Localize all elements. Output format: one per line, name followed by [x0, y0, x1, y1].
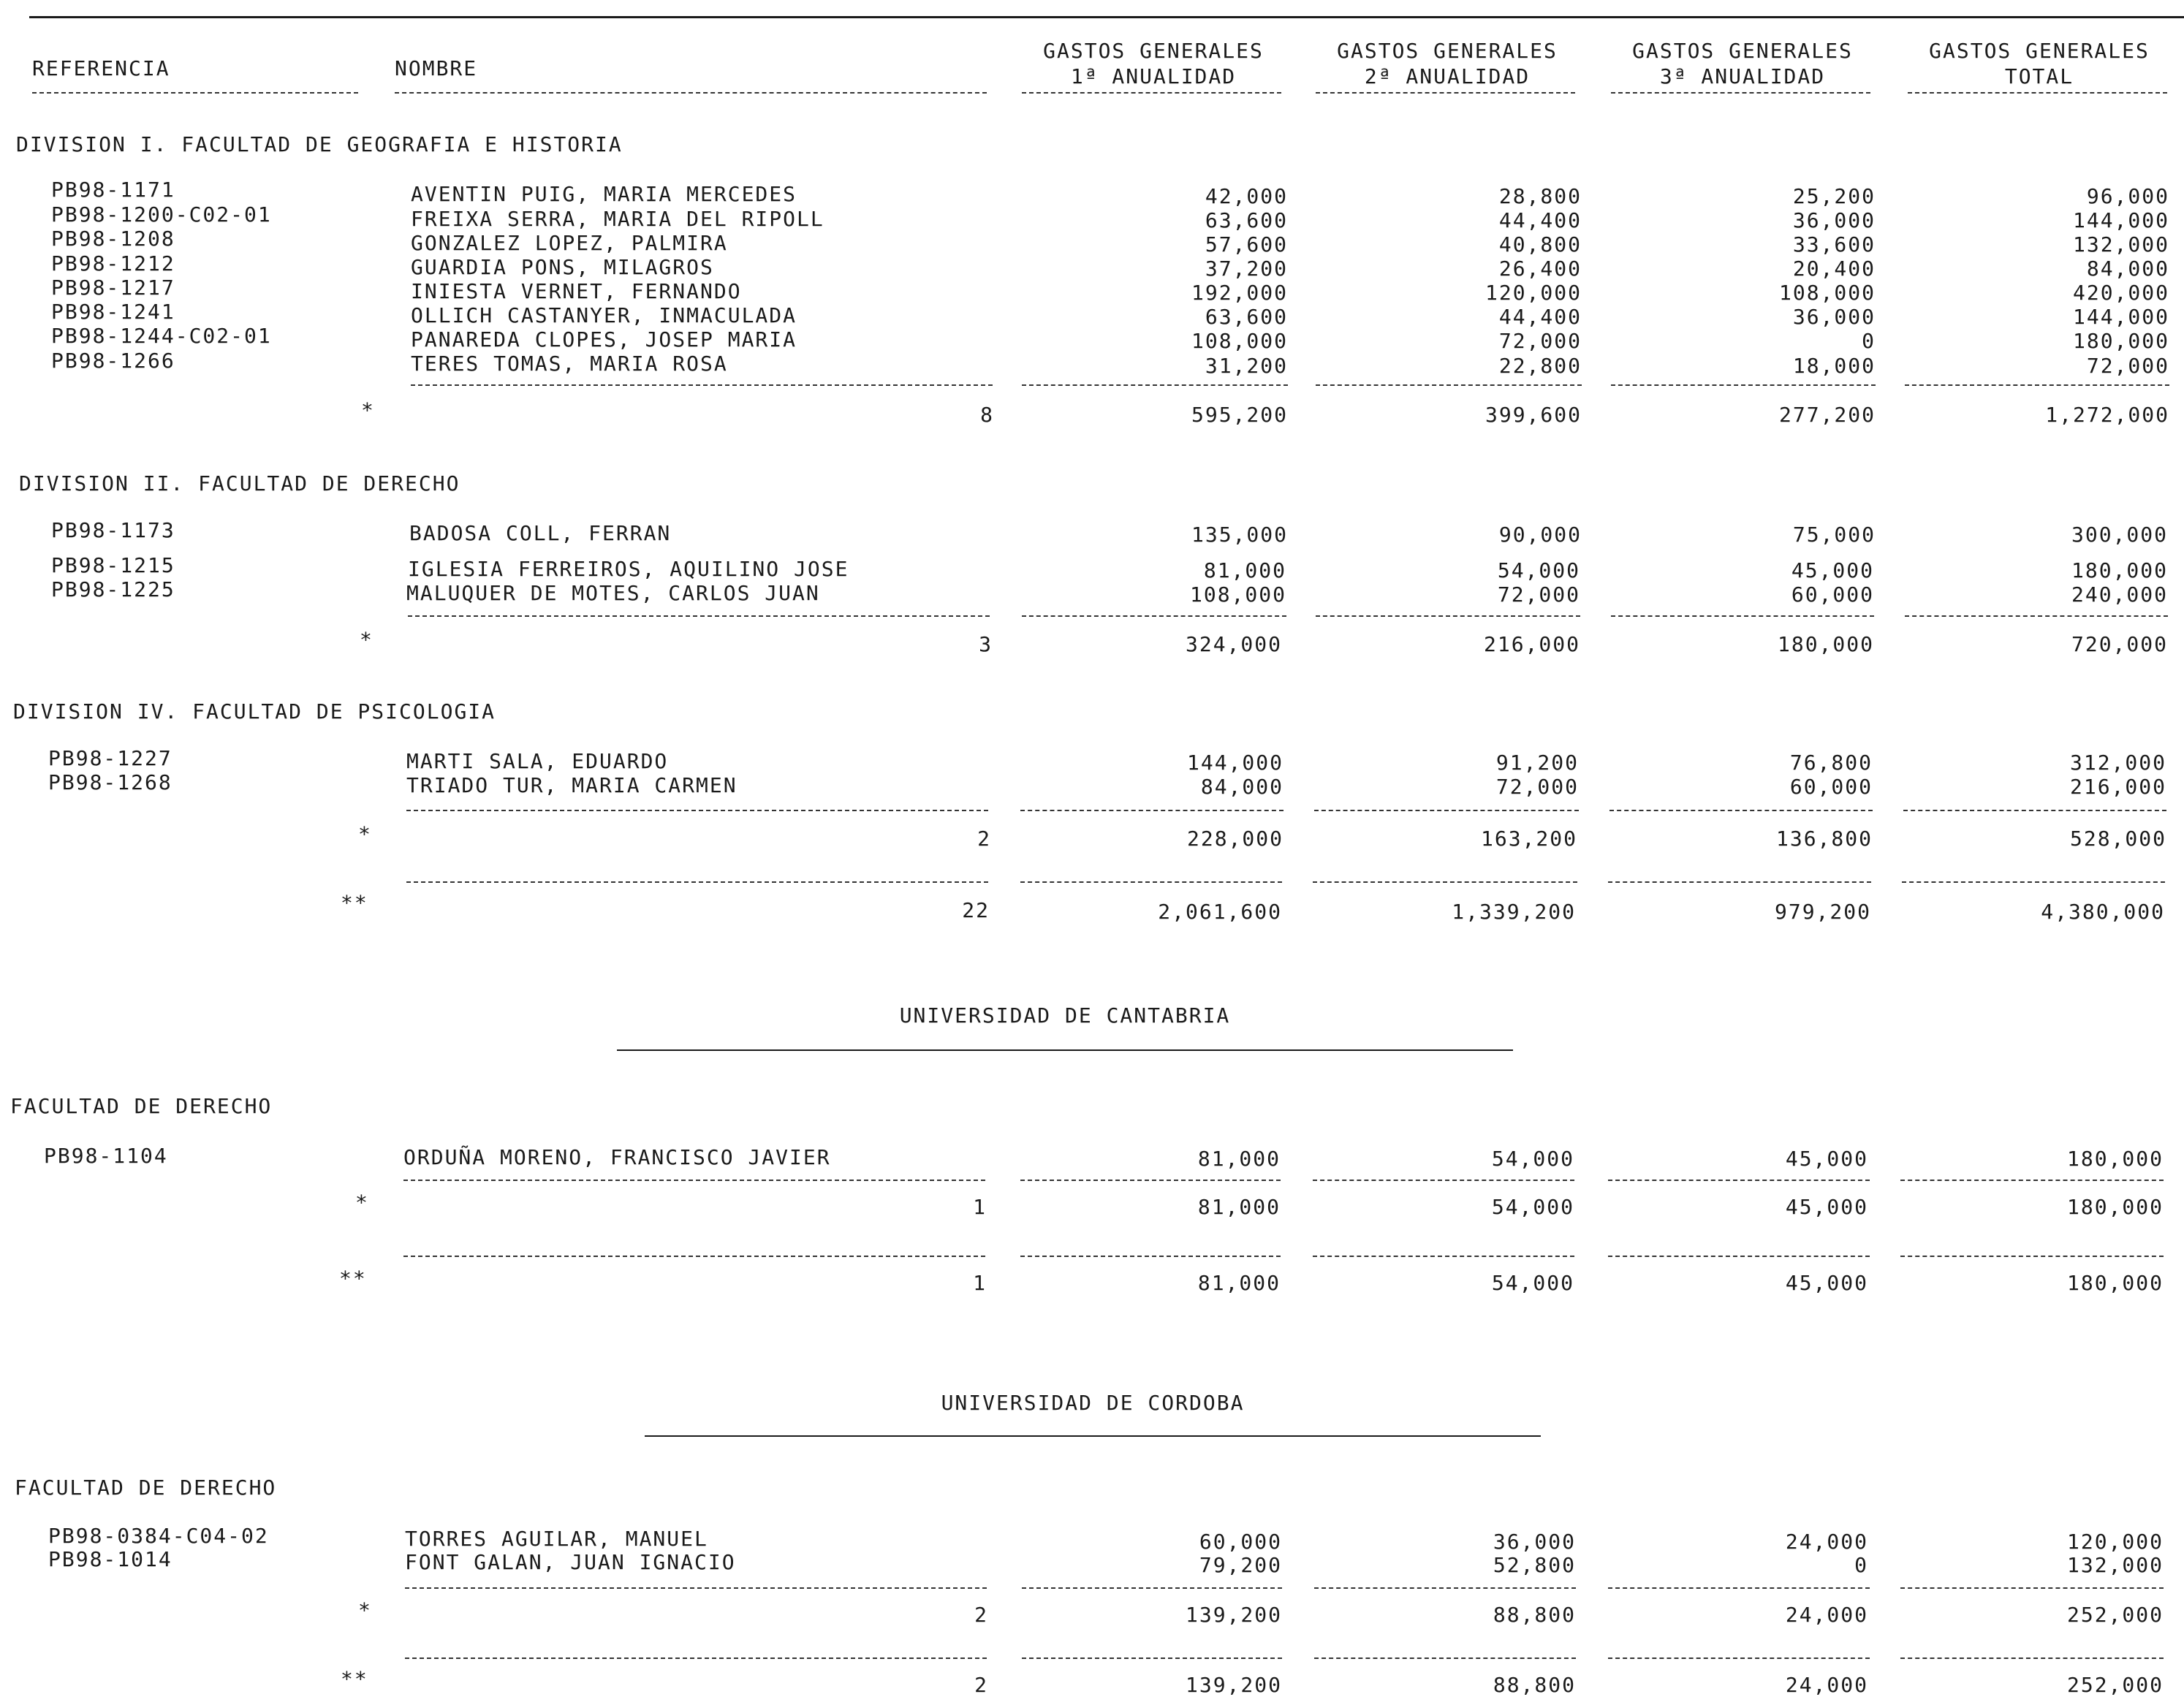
total-a1: 139,200 — [1185, 1673, 1282, 1697]
row-ref: PB98-1212 — [51, 251, 175, 276]
header-col1: GASTOS GENERALES 1ª ANUALIDAD — [1043, 39, 1264, 88]
total-a3: 24,000 — [1785, 1673, 1868, 1697]
row-ref: PB98-0384-C04-02 — [48, 1524, 269, 1548]
row-name: GUARDIA PONS, MILAGROS — [411, 255, 714, 279]
row-a1: 63,600 — [1205, 208, 1288, 232]
subtotal-rule — [1611, 384, 1876, 386]
subtotal-rule — [406, 810, 988, 811]
row-ref: PB98-1225 — [51, 577, 175, 601]
subtotal-rule — [1900, 1180, 2164, 1181]
row-a2: 36,000 — [1493, 1530, 1576, 1554]
row-a2: 22,800 — [1498, 354, 1582, 378]
subtotal-a1: 139,200 — [1185, 1603, 1282, 1627]
row-ref: PB98-1171 — [51, 178, 175, 202]
row-total: 240,000 — [2071, 582, 2168, 607]
total-count: 1 — [973, 1271, 987, 1295]
row-a2: 26,400 — [1498, 257, 1582, 281]
total-rule — [1608, 881, 1871, 883]
row-a2: 52,800 — [1493, 1553, 1576, 1577]
row-total: 132,000 — [2066, 1553, 2164, 1577]
subtotal-a3: 45,000 — [1785, 1195, 1868, 1219]
row-a3: 0 — [1854, 1553, 1868, 1577]
row-a3: 45,000 — [1791, 558, 1874, 582]
total-rule — [1900, 1657, 2164, 1659]
total-a3: 45,000 — [1785, 1271, 1868, 1295]
header-nombre: NOMBRE — [395, 56, 478, 80]
header-underline — [32, 92, 358, 94]
row-name: FONT GALAN, JUAN IGNACIO — [405, 1550, 736, 1574]
subtotal-a2: 216,000 — [1483, 632, 1580, 656]
row-ref: PB98-1217 — [51, 276, 175, 300]
subtotal-a2: 54,000 — [1491, 1195, 1574, 1219]
total-a2: 1,339,200 — [1452, 900, 1576, 924]
total-a1: 2,061,600 — [1158, 900, 1282, 924]
row-ref: PB98-1244-C02-01 — [51, 324, 272, 348]
total-rule — [403, 1256, 985, 1257]
header-underline — [395, 92, 987, 94]
university-underline — [617, 1049, 1513, 1051]
row-total: 216,000 — [2069, 775, 2166, 799]
row-a2: 44,400 — [1498, 208, 1582, 232]
header-underline — [1316, 92, 1575, 94]
row-a1: 31,200 — [1205, 354, 1288, 378]
row-ref: PB98-1014 — [48, 1547, 172, 1571]
university-underline — [645, 1435, 1541, 1437]
row-a3: 20,400 — [1792, 257, 1876, 281]
section-title: DIVISION IV. FACULTAD DE PSICOLOGIA — [13, 699, 496, 724]
row-total: 420,000 — [2072, 281, 2169, 305]
row-ref: PB98-1200-C02-01 — [51, 202, 272, 227]
subtotal-a3: 180,000 — [1777, 632, 1874, 656]
subtotal-a3: 136,800 — [1775, 827, 1873, 851]
total-total: 4,380,000 — [2041, 900, 2165, 924]
row-total: 300,000 — [2071, 523, 2168, 547]
row-name: OLLICH CASTANYER, INMACULADA — [411, 303, 797, 327]
row-a1: 60,000 — [1199, 1530, 1282, 1554]
row-name: ORDUÑA MORENO, FRANCISCO JAVIER — [403, 1145, 831, 1169]
subtotal-count: 2 — [977, 827, 991, 851]
subtotal-rule — [1020, 1180, 1281, 1181]
subtotal-mark: * — [358, 822, 372, 846]
row-name: PANAREDA CLOPES, JOSEP MARIA — [411, 327, 797, 352]
subtotal-mark: * — [360, 628, 374, 652]
section-title: FACULTAD DE DERECHO — [15, 1476, 277, 1500]
row-a3: 75,000 — [1792, 523, 1876, 547]
header-underline — [1908, 92, 2167, 94]
row-name: TORRES AGUILAR, MANUEL — [405, 1527, 708, 1551]
subtotal-rule — [1905, 615, 2168, 617]
subtotal-total: 252,000 — [2066, 1603, 2164, 1627]
total-mark: ** — [341, 1667, 368, 1691]
header-underline — [1611, 92, 1870, 94]
total-a3: 979,200 — [1774, 900, 1871, 924]
subtotal-rule — [1313, 1180, 1574, 1181]
row-total: 144,000 — [2072, 208, 2169, 232]
row-ref: PB98-1208 — [51, 227, 175, 251]
total-a2: 88,800 — [1493, 1673, 1576, 1697]
total-rule — [1022, 1657, 1282, 1659]
top-rule — [29, 16, 2184, 18]
row-name: TRIADO TUR, MARIA CARMEN — [406, 773, 738, 797]
row-total: 180,000 — [2071, 558, 2168, 582]
subtotal-rule — [1608, 1587, 1870, 1589]
subtotal-a2: 88,800 — [1493, 1603, 1576, 1627]
subtotal-a1: 228,000 — [1186, 827, 1284, 851]
row-a3: 108,000 — [1778, 281, 1876, 305]
subtotal-rule — [1314, 810, 1579, 811]
total-mark: ** — [339, 1267, 367, 1291]
total-count: 2 — [974, 1673, 988, 1697]
row-ref: PB98-1266 — [51, 349, 175, 373]
row-ref: PB98-1215 — [51, 553, 175, 577]
row-name: FREIXA SERRA, MARIA DEL RIPOLL — [411, 207, 824, 231]
subtotal-rule — [1022, 615, 1286, 617]
row-a2: 120,000 — [1485, 281, 1582, 305]
subtotal-total: 720,000 — [2071, 632, 2168, 656]
header-col3: GASTOS GENERALES 3ª ANUALIDAD — [1632, 39, 1853, 88]
row-a1: 42,000 — [1205, 184, 1288, 208]
row-a3: 36,000 — [1792, 305, 1876, 329]
total-rule — [406, 881, 988, 883]
subtotal-a1: 595,200 — [1191, 403, 1288, 427]
row-total: 132,000 — [2072, 232, 2169, 257]
total-rule — [405, 1657, 987, 1659]
subtotal-total: 528,000 — [2069, 827, 2166, 851]
subtotal-rule — [1900, 1587, 2164, 1589]
subtotal-count: 8 — [980, 403, 994, 427]
subtotal-a1: 324,000 — [1185, 632, 1282, 656]
university-title: UNIVERSIDAD DE CANTABRIA — [899, 1003, 1231, 1028]
subtotal-count: 1 — [973, 1195, 987, 1219]
total-rule — [1608, 1256, 1870, 1257]
total-a2: 54,000 — [1491, 1271, 1574, 1295]
row-a1: 81,000 — [1203, 558, 1286, 582]
subtotal-total: 1,272,000 — [2045, 403, 2169, 427]
row-name: INIESTA VERNET, FERNANDO — [411, 279, 742, 303]
row-a2: 44,400 — [1498, 305, 1582, 329]
total-total: 180,000 — [2066, 1271, 2164, 1295]
subtotal-count: 2 — [974, 1603, 988, 1627]
subtotal-a3: 277,200 — [1778, 403, 1876, 427]
subtotal-total: 180,000 — [2066, 1195, 2164, 1219]
row-name: AVENTIN PUIG, MARIA MERCEDES — [411, 182, 797, 206]
row-a3: 18,000 — [1792, 354, 1876, 378]
subtotal-rule — [405, 1587, 987, 1589]
row-name: BADOSA COLL, FERRAN — [409, 521, 672, 545]
total-a1: 81,000 — [1197, 1271, 1281, 1295]
row-a1: 144,000 — [1186, 751, 1284, 775]
subtotal-a3: 24,000 — [1785, 1603, 1868, 1627]
row-a1: 63,600 — [1205, 305, 1288, 329]
subtotal-rule — [1608, 1180, 1870, 1181]
row-total: 180,000 — [2072, 329, 2169, 353]
row-a3: 25,200 — [1792, 184, 1876, 208]
row-ref: PB98-1241 — [51, 300, 175, 324]
university-title: UNIVERSIDAD DE CORDOBA — [941, 1391, 1245, 1415]
section-title: FACULTAD DE DERECHO — [10, 1094, 273, 1118]
row-name: GONZALEZ LOPEZ, PALMIRA — [411, 231, 728, 255]
row-a3: 24,000 — [1785, 1530, 1868, 1554]
total-rule — [1314, 1657, 1576, 1659]
row-a2: 54,000 — [1491, 1147, 1574, 1171]
total-total: 252,000 — [2066, 1673, 2164, 1697]
section-title: DIVISION II. FACULTAD DE DERECHO — [19, 471, 460, 495]
subtotal-mark: * — [358, 1598, 372, 1622]
subtotal-mark: * — [361, 398, 375, 422]
subtotal-rule — [1022, 384, 1288, 386]
row-a2: 90,000 — [1498, 523, 1582, 547]
row-name: MALUQUER DE MOTES, CARLOS JUAN — [406, 581, 820, 605]
total-rule — [1020, 1256, 1281, 1257]
header-referencia: REFERENCIA — [32, 56, 170, 80]
row-a1: 37,200 — [1205, 257, 1288, 281]
subtotal-a1: 81,000 — [1197, 1195, 1281, 1219]
row-a2: 72,000 — [1497, 582, 1580, 607]
section-title: DIVISION I. FACULTAD DE GEOGRAFIA E HISTORIA — [16, 132, 623, 156]
row-ref: PB98-1173 — [51, 518, 175, 542]
total-rule — [1900, 1256, 2164, 1257]
row-a1: 108,000 — [1191, 329, 1288, 353]
subtotal-rule — [408, 615, 990, 617]
subtotal-rule — [1903, 810, 2166, 811]
header-col2: GASTOS GENERALES 2ª ANUALIDAD — [1337, 39, 1558, 88]
row-a1: 135,000 — [1191, 523, 1288, 547]
subtotal-rule — [1905, 384, 2169, 386]
row-a1: 108,000 — [1189, 582, 1286, 607]
subtotal-rule — [1020, 810, 1284, 811]
row-a2: 40,800 — [1498, 232, 1582, 257]
row-total: 312,000 — [2069, 751, 2166, 775]
row-a2: 72,000 — [1495, 775, 1579, 799]
row-a3: 45,000 — [1785, 1147, 1868, 1171]
row-a3: 60,000 — [1789, 775, 1873, 799]
row-a3: 36,000 — [1792, 208, 1876, 232]
row-a3: 0 — [1862, 329, 1876, 353]
row-a2: 28,800 — [1498, 184, 1582, 208]
subtotal-rule — [1609, 810, 1873, 811]
row-a3: 33,600 — [1792, 232, 1876, 257]
total-rule — [1313, 1256, 1574, 1257]
row-ref: PB98-1227 — [48, 746, 172, 770]
row-name: TERES TOMAS, MARIA ROSA — [411, 352, 728, 376]
subtotal-rule — [1316, 615, 1580, 617]
row-a2: 72,000 — [1498, 329, 1582, 353]
subtotal-rule — [1611, 615, 1874, 617]
row-a1: 192,000 — [1191, 281, 1288, 305]
row-total: 72,000 — [2086, 354, 2169, 378]
total-rule — [1608, 1657, 1870, 1659]
header-col4: GASTOS GENERALES TOTAL — [1929, 39, 2150, 88]
row-a3: 60,000 — [1791, 582, 1874, 607]
row-a1: 84,000 — [1200, 775, 1284, 799]
row-total: 180,000 — [2066, 1147, 2164, 1171]
subtotal-rule — [1316, 384, 1582, 386]
row-total: 120,000 — [2066, 1530, 2164, 1554]
row-a2: 91,200 — [1495, 751, 1579, 775]
total-rule — [1902, 881, 2165, 883]
subtotal-a2: 163,200 — [1480, 827, 1577, 851]
total-rule — [1313, 881, 1577, 883]
subtotal-a2: 399,600 — [1485, 403, 1582, 427]
subtotal-rule — [403, 1180, 985, 1181]
subtotal-rule — [1314, 1587, 1576, 1589]
row-total: 144,000 — [2072, 305, 2169, 329]
total-rule — [1020, 881, 1282, 883]
subtotal-rule — [1022, 1587, 1282, 1589]
subtotal-count: 3 — [979, 632, 993, 656]
row-total: 96,000 — [2086, 184, 2169, 208]
header-underline — [1022, 92, 1281, 94]
row-name: MARTI SALA, EDUARDO — [406, 749, 669, 773]
total-mark: ** — [341, 891, 368, 915]
total-count: 22 — [962, 898, 990, 922]
row-a1: 79,200 — [1199, 1553, 1282, 1577]
row-ref: PB98-1268 — [48, 770, 172, 794]
subtotal-rule — [411, 384, 993, 386]
row-a2: 54,000 — [1497, 558, 1580, 582]
row-ref: PB98-1104 — [44, 1144, 168, 1168]
row-a1: 57,600 — [1205, 232, 1288, 257]
row-total: 84,000 — [2086, 257, 2169, 281]
row-a3: 76,800 — [1789, 751, 1873, 775]
row-name: IGLESIA FERREIROS, AQUILINO JOSE — [408, 557, 849, 581]
row-a1: 81,000 — [1197, 1147, 1281, 1171]
subtotal-mark: * — [355, 1191, 369, 1215]
